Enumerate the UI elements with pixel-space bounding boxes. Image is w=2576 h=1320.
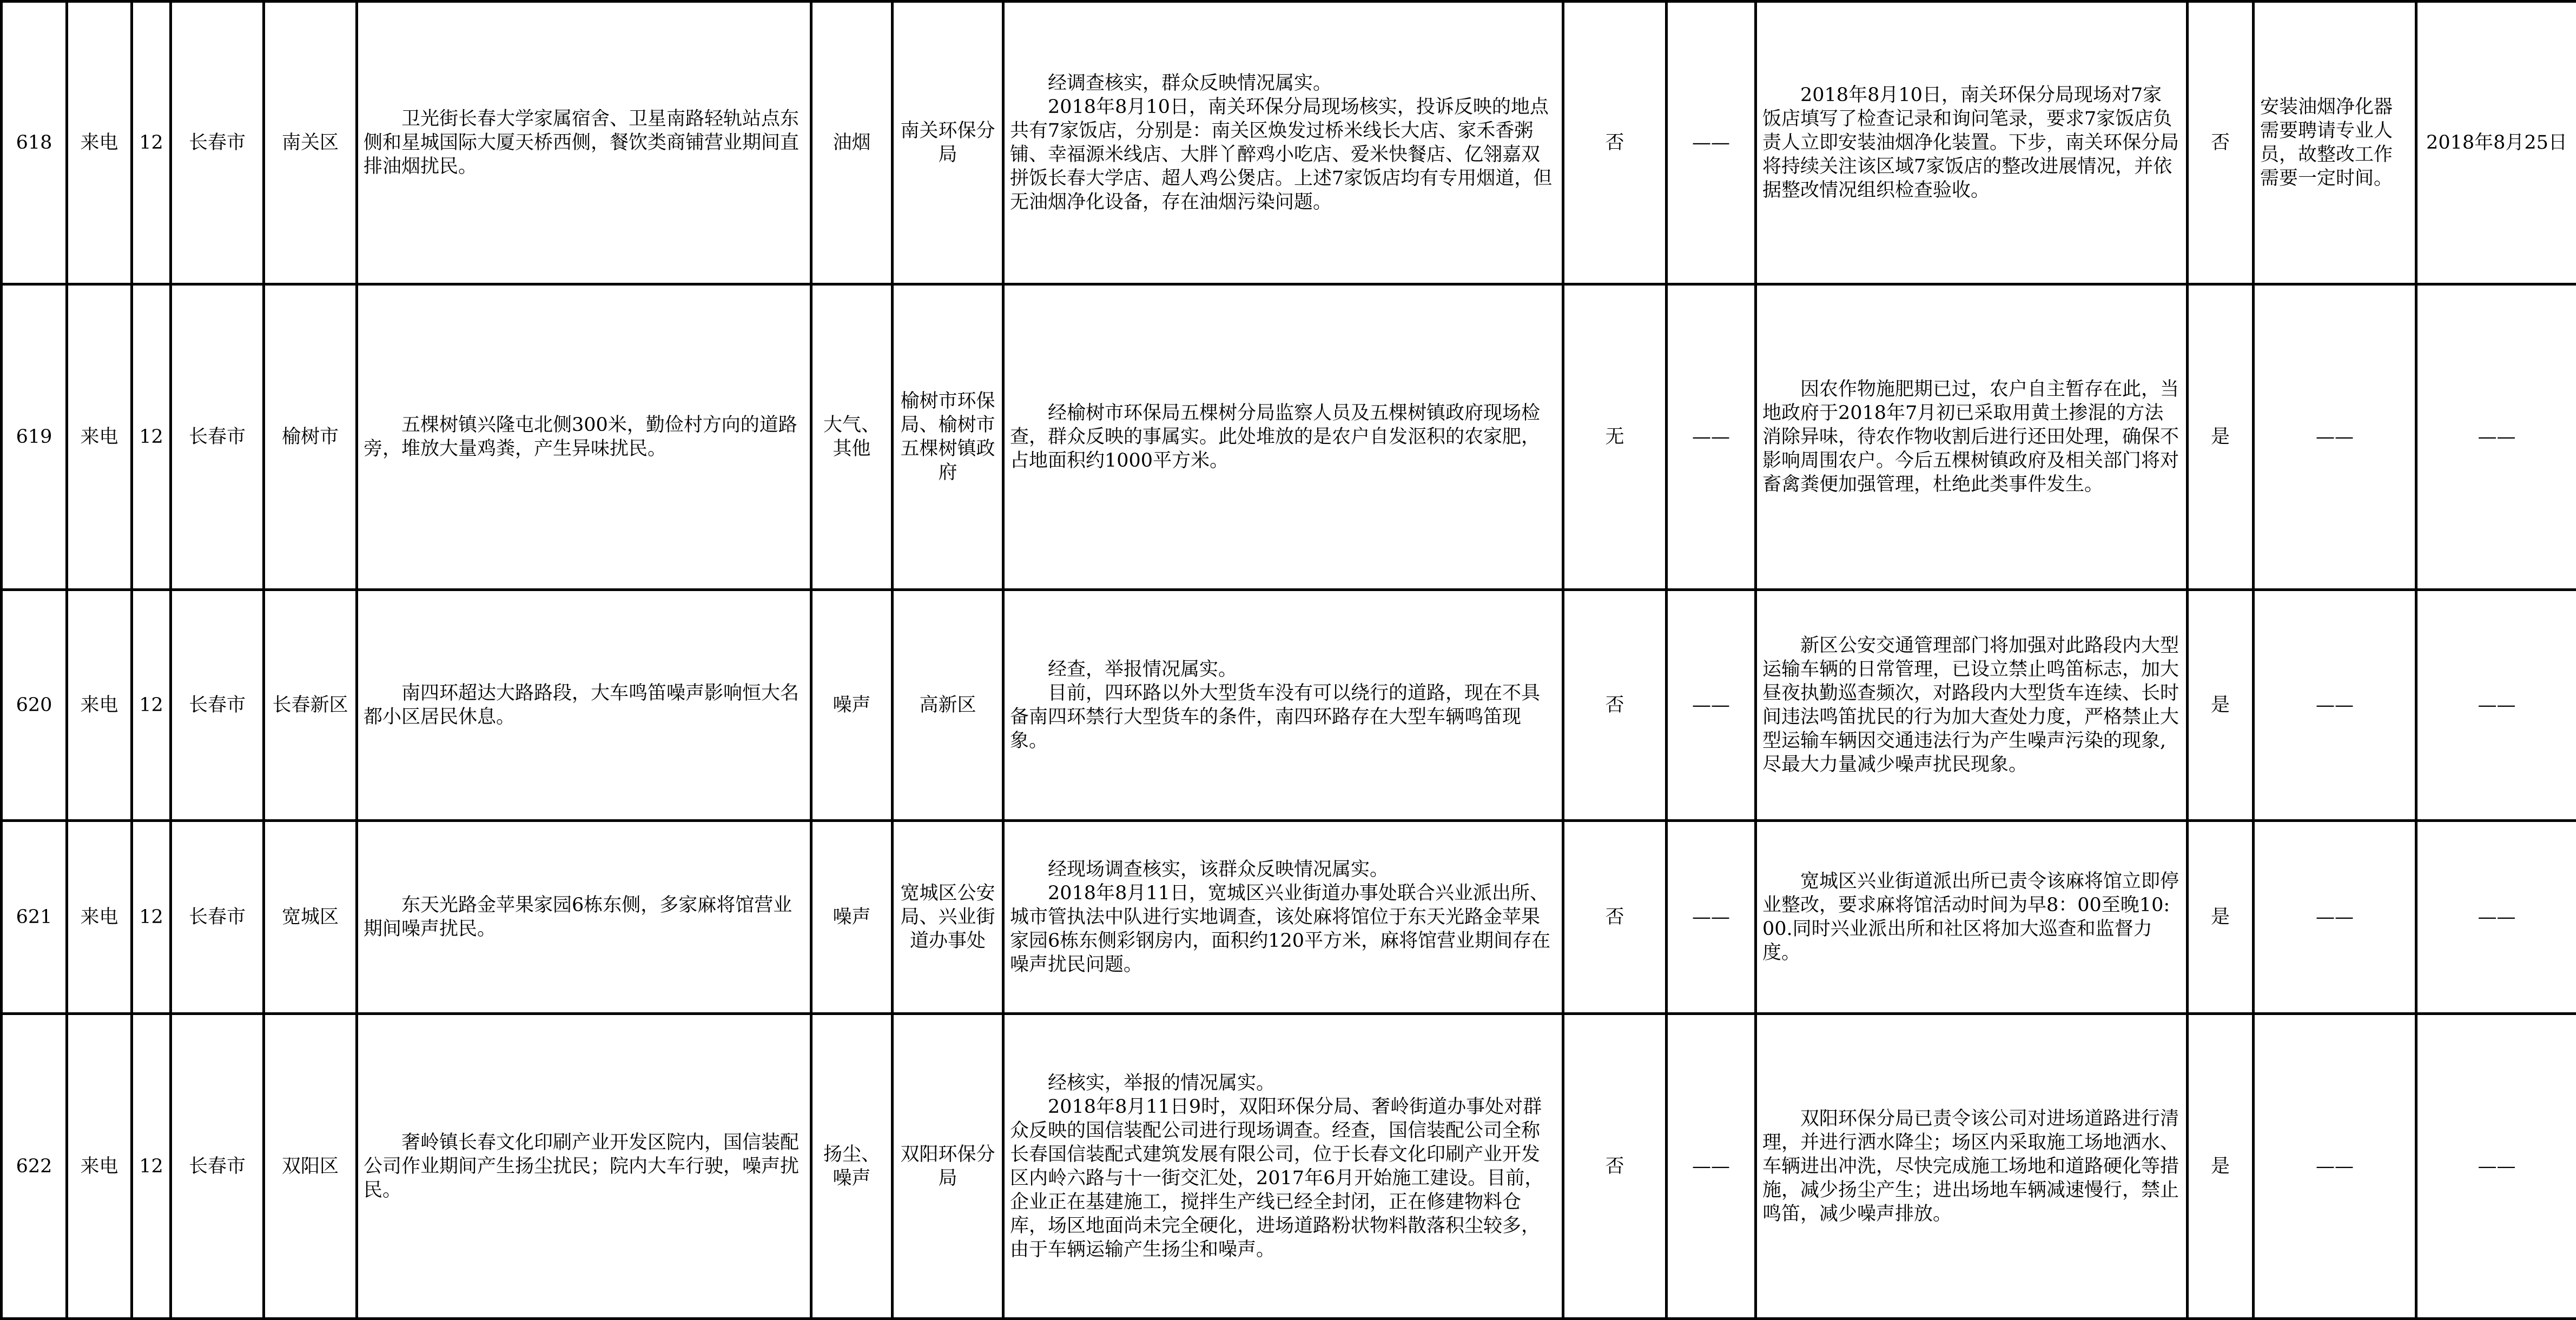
findings-cell	[1003, 590, 1563, 821]
rectification-text: 因农作物施肥期已过，农户自主暂存在此，当地政府于2018年7月初已采取用黄土掺混的方法消除异味，待农作物收割后进行还田处理，确保不影响周围农户。今后五棵树镇政府及相关部门将对畜禽粪便加强管理，杜绝此类事件发生。	[1762, 377, 2181, 496]
district-cell: 宽城区	[264, 821, 357, 1014]
findings-paragraph: 经调查核实，群众反映情况属实。	[1010, 71, 1556, 95]
rectification-text: 新区公安交通管理部门将加强对此路段内大型运输车辆的日常管理，已设立禁止鸣笛标志，加大昼夜执勤巡查频次，对路段内大型货车连续、长时间违法鸣笛扰民的行为加大查处力度，严格禁止大型运输车辆因交通违法行为产生噪声污染的现象,尽最大力量减少噪声扰民现象。	[1762, 634, 2181, 777]
source-cell: 来电	[67, 821, 132, 1014]
city-cell: 长春市	[171, 2, 264, 284]
seq-cell: 618	[2, 2, 67, 284]
reason-cell: ——	[2254, 590, 2416, 821]
rectification-cell	[1756, 1014, 2188, 1319]
rectification-cell	[1756, 821, 2188, 1014]
batch-cell: 12	[132, 590, 171, 821]
deadline-cell: ——	[2416, 821, 2576, 1014]
reason-cell: 安装油烟净化器需要聘请专业人员，故整改工作需要一定时间。	[2254, 2, 2416, 284]
penalty-detail-cell: ——	[1667, 590, 1756, 821]
deadline-cell: 2018年8月25日	[2416, 2, 2576, 284]
source-cell: 来电	[67, 284, 132, 590]
findings-cell	[1003, 1014, 1563, 1319]
penalty-detail-cell: ——	[1667, 2, 1756, 284]
findings-paragraph: 经核实，举报的情况属实。	[1010, 1071, 1556, 1095]
findings-cell	[1003, 821, 1563, 1014]
district-cell: 榆树市	[264, 284, 357, 590]
district-cell: 南关区	[264, 2, 357, 284]
seq-cell: 621	[2, 821, 67, 1014]
complaint-text: 东天光路金苹果家园6栋东侧，多家麻将馆营业期间噪声扰民。	[364, 893, 804, 941]
reason-cell: ——	[2254, 821, 2416, 1014]
batch-cell: 12	[132, 284, 171, 590]
reason-cell: ——	[2254, 284, 2416, 590]
rectification-text: 宽城区兴业街道派出所已责令该麻将馆立即停业整改，要求麻将馆活动时间为早8：00至晚10:00.同时兴业派出所和社区将加大巡查和监督力度。	[1762, 870, 2181, 965]
findings-paragraph: 经榆树市环保局五棵树分局监察人员及五棵树镇政府现场检查，群众反映的事属实。此处堆放的是农户自发沤积的农家肥，占地面积约1000平方米。	[1010, 401, 1556, 473]
pollution-type-cell: 噪声	[811, 821, 893, 1014]
city-cell: 长春市	[171, 821, 264, 1014]
rectification-cell	[1756, 2, 2188, 284]
city-cell: 长春市	[171, 1014, 264, 1319]
source-cell: 来电	[67, 590, 132, 821]
findings-cell	[1003, 2, 1563, 284]
seq-cell: 619	[2, 284, 67, 590]
seq-cell: 620	[2, 590, 67, 821]
pollution-type-cell: 油烟	[811, 2, 893, 284]
district-cell: 长春新区	[264, 590, 357, 821]
penalty-detail-cell: ——	[1667, 284, 1756, 590]
complaint-cell	[357, 1014, 811, 1319]
complaint-cell	[357, 590, 811, 821]
table-row	[2, 1014, 2576, 1319]
findings-paragraph: 2018年8月11日9时，双阳环保分局、奢岭街道办事处对群众反映的国信装配公司进行现场调查。经查，国信装配公司全称长春国信装配式建筑发展有限公司，位于长春文化印刷产业开发区内岭六路与十一街交汇处，2017年6月开始施工建设。目前， 企业正在基建施工，搅拌生产线已经全封闭，正在修建物料仓库，场区地面尚未完全硬化，进场道路粉状物料散落积尘较多，由于车辆运输产生扬尘和噪声。	[1010, 1095, 1556, 1262]
rectification-cell	[1756, 284, 2188, 590]
penalty-cell: 否	[1563, 1014, 1667, 1319]
pollution-type-cell: 扬尘、噪声	[811, 1014, 893, 1319]
handler-cell: 双阳环保分局	[893, 1014, 1003, 1319]
complaint-cell	[357, 2, 811, 284]
complaint-cell	[357, 821, 811, 1014]
completed-cell: 是	[2188, 821, 2254, 1014]
completed-cell: 是	[2188, 284, 2254, 590]
penalty-cell: 无	[1563, 284, 1667, 590]
complaint-text: 五棵树镇兴隆屯北侧300米，勤俭村方向的道路旁，堆放大量鸡粪，产生异味扰民。	[364, 413, 804, 461]
complaint-text: 南四环超达大路路段，大车鸣笛噪声影响恒大名都小区居民休息。	[364, 681, 804, 729]
penalty-cell: 否	[1563, 2, 1667, 284]
complaint-text: 奢岭镇长春文化印刷产业开发区院内，国信装配公司作业期间产生扬尘扰民；院内大车行驶，噪声扰民。	[364, 1131, 804, 1202]
table-row	[2, 2, 2576, 284]
penalty-detail-cell: ——	[1667, 1014, 1756, 1319]
city-cell: 长春市	[171, 590, 264, 821]
findings-cell	[1003, 284, 1563, 590]
deadline-cell: ——	[2416, 1014, 2576, 1319]
batch-cell: 12	[132, 2, 171, 284]
deadline-cell: ——	[2416, 284, 2576, 590]
penalty-cell: 否	[1563, 821, 1667, 1014]
handler-cell: 高新区	[893, 590, 1003, 821]
source-cell: 来电	[67, 2, 132, 284]
findings-paragraph: 目前，四环路以外大型货车没有可以绕行的道路，现在不具备南四环禁行大型货车的条件，南四环路存在大型车辆鸣笛现象。	[1010, 681, 1556, 753]
findings-paragraph: 2018年8月11日，宽城区兴业街道办事处联合兴业派出所、城市管执法中队进行实地调查，该处麻将馆位于东天光路金苹果家园6栋东侧彩钢房内，面积约120平方米，麻将馆营业期间存在噪声扰民问题。	[1010, 881, 1556, 977]
table-row	[2, 821, 2576, 1014]
completed-cell: 是	[2188, 1014, 2254, 1319]
findings-paragraph: 经现场调查核实，该群众反映情况属实。	[1010, 858, 1556, 881]
reason-cell: ——	[2254, 1014, 2416, 1319]
completed-cell: 否	[2188, 2, 2254, 284]
deadline-cell: ——	[2416, 590, 2576, 821]
pollution-type-cell: 大气、其他	[811, 284, 893, 590]
table-row	[2, 284, 2576, 590]
table-body	[2, 2, 2576, 1319]
findings-paragraph: 经查，举报情况属实。	[1010, 658, 1556, 681]
penalty-detail-cell: ——	[1667, 821, 1756, 1014]
city-cell: 长春市	[171, 284, 264, 590]
handler-cell: 榆树市环保局、榆树市五棵树镇政府	[893, 284, 1003, 590]
seq-cell: 622	[2, 1014, 67, 1319]
pollution-type-cell: 噪声	[811, 590, 893, 821]
completed-cell: 是	[2188, 590, 2254, 821]
rectification-cell	[1756, 590, 2188, 821]
complaint-text: 卫光街长春大学家属宿舍、卫星南路轻轨站点东侧和星城国际大厦天桥西侧，餐饮类商铺营业期间直排油烟扰民。	[364, 107, 804, 178]
district-cell: 双阳区	[264, 1014, 357, 1319]
findings-paragraph: 2018年8月10日，南关环保分局现场核实，投诉反映的地点共有7家饭店，分别是：南关区焕发过桥米线长大店、家禾香粥铺、幸福源米线店、大胖丫醉鸡小吃店、爱米快餐店、亿翎嘉双拼饭长春大学店、超人鸡公煲店。上述7家饭店均有专用烟道，但无油烟净化设备，存在油烟污染问题。	[1010, 95, 1556, 214]
penalty-cell: 否	[1563, 590, 1667, 821]
handler-cell: 南关环保分局	[893, 2, 1003, 284]
batch-cell: 12	[132, 821, 171, 1014]
rectification-text: 2018年8月10日，南关环保分局现场对7家饭店填写了检查记录和询问笔录，要求7家饭店负责人立即安装油烟净化装置。下步，南关环保分局将持续关注该区域7家饭店的整改进展情况，并依据整改情况组织检查验收。	[1762, 83, 2181, 202]
rectification-text: 双阳环保分局已责令该公司对进场道路进行清理，并进行洒水降尘；场区内采取施工场地洒水、车辆进出冲洗，尽快完成施工场地和道路硬化等措施，减少扬尘产生；进出场地车辆减速慢行，禁止鸣笛，减少噪声排放。	[1762, 1107, 2181, 1226]
complaint-cell	[357, 284, 811, 590]
batch-cell: 12	[132, 1014, 171, 1319]
handler-cell: 宽城区公安局、兴业街道办事处	[893, 821, 1003, 1014]
source-cell: 来电	[67, 1014, 132, 1319]
table-row	[2, 590, 2576, 821]
